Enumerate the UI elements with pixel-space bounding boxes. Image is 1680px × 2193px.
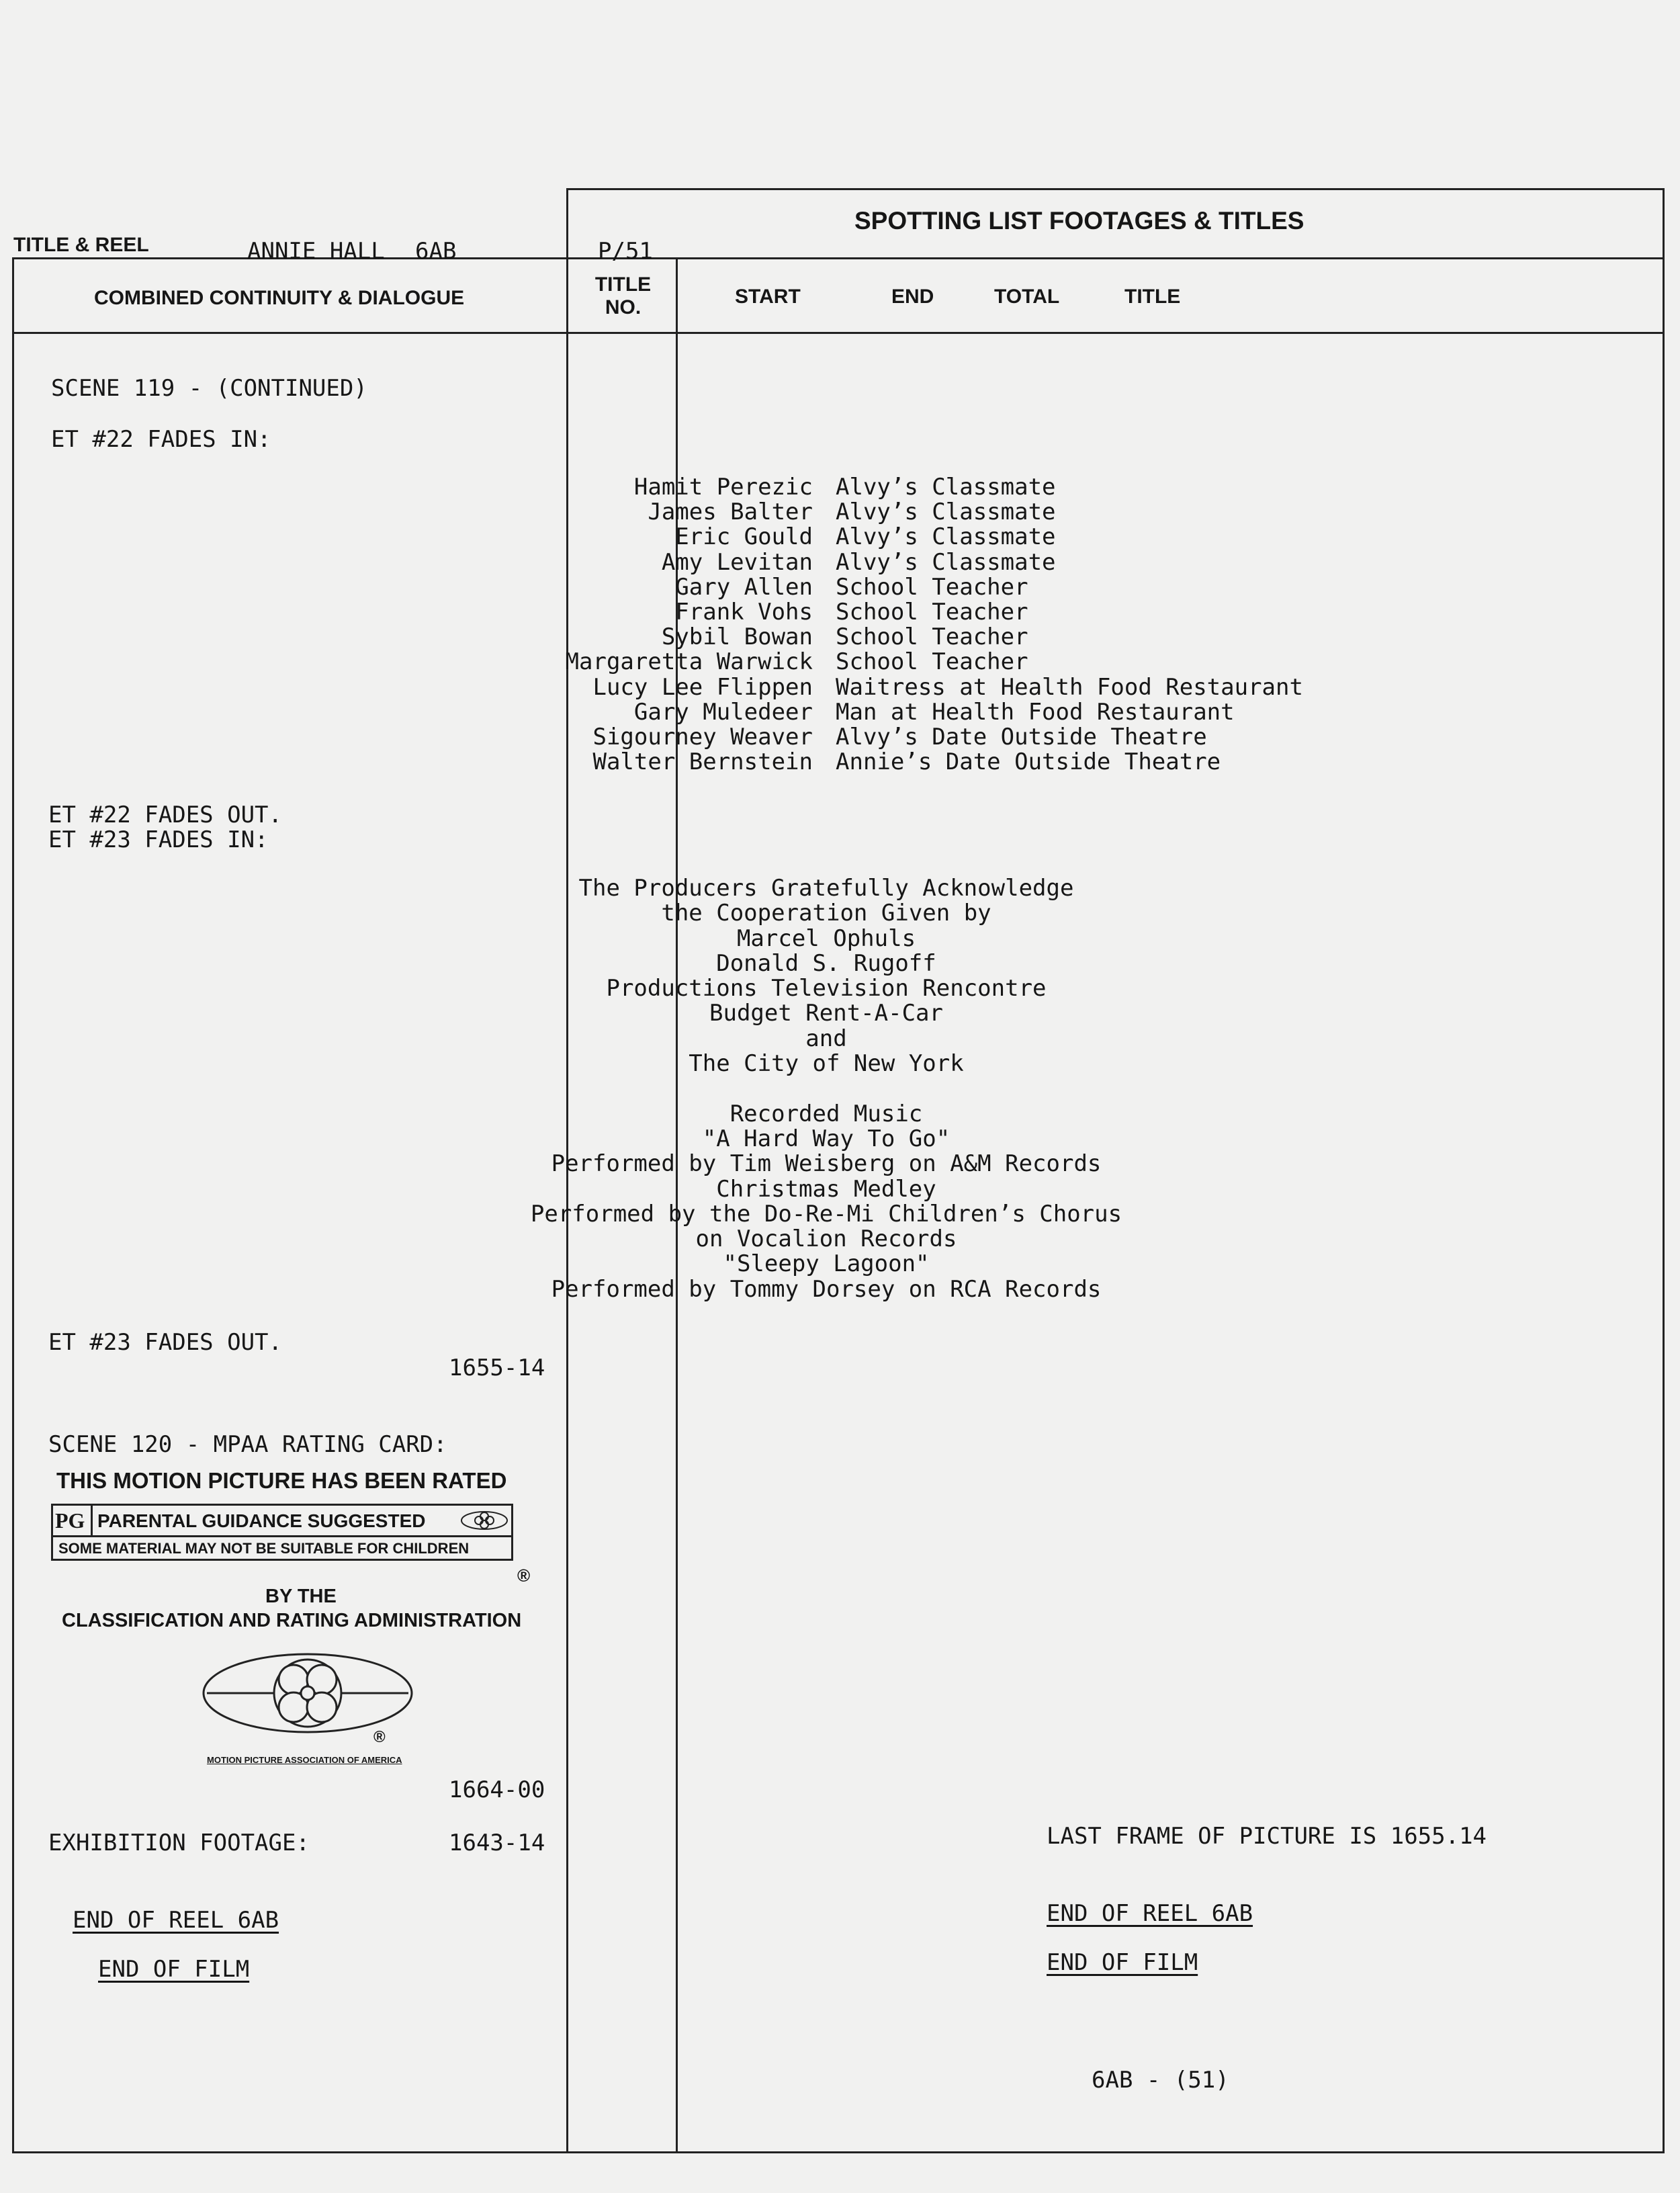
credit-name: Hamit Perezic	[633, 474, 813, 501]
et22-fades-out: ET #22 FADES OUT.	[48, 802, 282, 828]
pg-box-divider	[53, 1535, 511, 1537]
credit-name: Lucy Lee Flippen	[592, 673, 813, 701]
credit-name: Sigourney Weaver	[592, 724, 813, 750]
credit-row	[517, 625, 1525, 650]
mpaa-name-text: MOTION PICTURE ASSOCIATION OF AMERICA	[207, 1755, 402, 1765]
acknowledgement-line: Marcel Ophuls	[736, 924, 916, 952]
header-bottom-rule	[12, 332, 1665, 334]
credit-name: Eric Gould	[675, 523, 813, 551]
pg-rating-box	[51, 1504, 513, 1561]
acknowledgement-line: Productions Television Rencontre	[606, 975, 1047, 1002]
mpaa-mini-logo	[460, 1510, 509, 1531]
registered-mark-2: ®	[373, 1728, 386, 1746]
pg-letters: PG	[55, 1508, 85, 1533]
acknowledgement-line: Donald S. Rugoff	[716, 949, 936, 977]
credit-name: Gary Allen	[675, 573, 813, 601]
acknowledgement-line: The City of New York	[689, 1050, 964, 1078]
et22-fades-in: ET #22 FADES IN:	[51, 426, 271, 453]
acknowledgement-line	[517, 1076, 1135, 1101]
credit-row	[517, 525, 1525, 550]
et23-fades-out: ET #23 FADES OUT.	[48, 1329, 282, 1356]
title-no-heading	[581, 273, 665, 319]
by-the-text: BY THE	[265, 1586, 337, 1607]
mpaa-seal-icon	[200, 1649, 422, 1737]
left-frame-border	[12, 257, 14, 2153]
rated-line: THIS MOTION PICTURE HAS BEEN RATED	[56, 1468, 507, 1493]
acknowledgement-line: Performed by Tim Weisberg on A&M Records	[551, 1150, 1102, 1178]
scene-120-heading: SCENE 120 - MPAA RATING CARD:	[48, 1431, 447, 1458]
credit-name: Amy Levitan	[661, 548, 813, 576]
credit-row	[517, 725, 1525, 750]
acknowledgement-line: Recorded Music	[730, 1100, 923, 1127]
scene-119-heading: SCENE 119 - (CONTINUED)	[51, 375, 367, 402]
acknowledgement-line: on Vocalion Records	[695, 1226, 957, 1253]
right-end-of-film: END OF FILM	[1047, 1949, 1198, 1976]
reel-code: 6AB	[415, 238, 457, 265]
cast-credits	[517, 475, 1525, 777]
col-total-heading: TOTAL	[994, 286, 1060, 308]
right-end-of-reel: END OF REEL 6AB	[1047, 1900, 1253, 1927]
col-end-heading: END	[891, 286, 934, 308]
footage-1655-14: 1655-14	[449, 1354, 545, 1381]
credit-row	[517, 600, 1525, 625]
parental-guidance-text: PARENTAL GUIDANCE SUGGESTED	[97, 1510, 426, 1531]
credit-role: Man at Health Food Restaurant	[836, 698, 1235, 726]
acknowledgement-line: Christmas Medley	[716, 1175, 936, 1203]
pg-letter-divider	[91, 1506, 93, 1535]
last-frame-note: LAST FRAME OF PICTURE IS 1655.14	[1047, 1823, 1487, 1850]
right-frame-border	[1663, 188, 1665, 2153]
exhibition-footage-label: EXHIBITION FOOTAGE:	[48, 1830, 310, 1856]
top-right-border	[566, 188, 1665, 190]
page-footer-number: 6AB - (51)	[1092, 2067, 1229, 2094]
credit-role: Alvy’s Classmate	[836, 474, 1056, 501]
acknowledgement-line: and	[805, 1025, 847, 1052]
left-end-of-film: END OF FILM	[98, 1956, 250, 1983]
acknowledgement-line: The Producers Gratefully Acknowledge	[578, 875, 1074, 902]
col-start-heading: START	[735, 286, 801, 308]
credit-role: School Teacher	[836, 599, 1028, 626]
left-column-heading: COMBINED CONTINUITY & DIALOGUE	[94, 287, 465, 309]
et23-fades-in: ET #23 FADES IN:	[48, 826, 269, 853]
title-no-line1: TITLE	[594, 273, 652, 296]
credit-name: Margaretta Warwick	[565, 648, 813, 676]
acknowledgement-line: "Sleepy Lagoon"	[723, 1250, 930, 1278]
credit-row	[517, 675, 1525, 700]
credit-row	[517, 500, 1525, 525]
credit-row	[517, 475, 1525, 500]
credit-name: Sybil Bowan	[661, 624, 813, 651]
credit-role: Waitress at Health Food Restaurant	[836, 673, 1303, 701]
credit-row	[517, 650, 1525, 675]
bottom-border	[12, 2151, 1665, 2153]
credit-role: Alvy’s Date Outside Theatre	[836, 724, 1207, 750]
footage-1664-00: 1664-00	[449, 1776, 545, 1803]
credit-role: School Teacher	[836, 624, 1028, 651]
rating-warning-text: SOME MATERIAL MAY NOT BE SUITABLE FOR CHILDREN	[58, 1540, 470, 1557]
credit-row	[517, 750, 1525, 775]
credit-row	[517, 700, 1525, 725]
credit-role: Alvy’s Classmate	[836, 548, 1056, 576]
credit-role: Annie’s Date Outside Theatre	[836, 748, 1221, 776]
credit-role: School Teacher	[836, 573, 1028, 601]
title-no-line2: NO.	[605, 296, 642, 318]
title-reel-value: ANNIE HALL	[247, 238, 385, 265]
credit-role: Alvy’s Classmate	[836, 523, 1056, 551]
acknowledgement-line: "A Hard Way To Go"	[702, 1125, 950, 1152]
credit-name: James Balter	[648, 499, 813, 526]
spotting-list-title: SPOTTING LIST FOOTAGES & TITLES	[854, 207, 1305, 234]
credit-name: Frank Vohs	[675, 599, 813, 626]
registered-mark-1: ®	[517, 1565, 531, 1586]
credit-row	[517, 550, 1525, 575]
administration-text: CLASSIFICATION AND RATING ADMINISTRATION	[62, 1610, 522, 1631]
credit-role: School Teacher	[836, 648, 1028, 676]
acknowledgements-block	[517, 876, 1135, 1302]
credit-name: Gary Muledeer	[633, 698, 813, 726]
exhibition-footage-value: 1643-14	[449, 1830, 545, 1856]
acknowledgement-line: Performed by Tommy Dorsey on RCA Records	[551, 1275, 1102, 1303]
title-reel-label: TITLE & REEL	[13, 234, 149, 256]
acknowledgement-line: the Cooperation Given by	[661, 900, 991, 927]
page-code: P/51	[598, 238, 653, 265]
credit-name: Walter Bernstein	[592, 748, 813, 776]
col-title-heading: TITLE	[1124, 286, 1181, 308]
credit-row	[517, 575, 1525, 600]
credit-role: Alvy’s Classmate	[836, 499, 1056, 526]
acknowledgement-line: Budget Rent-A-Car	[709, 1000, 943, 1027]
acknowledgement-line: Performed by the Do-Re-Mi Children’s Chorus	[530, 1200, 1122, 1228]
left-end-of-reel: END OF REEL 6AB	[73, 1907, 279, 1934]
